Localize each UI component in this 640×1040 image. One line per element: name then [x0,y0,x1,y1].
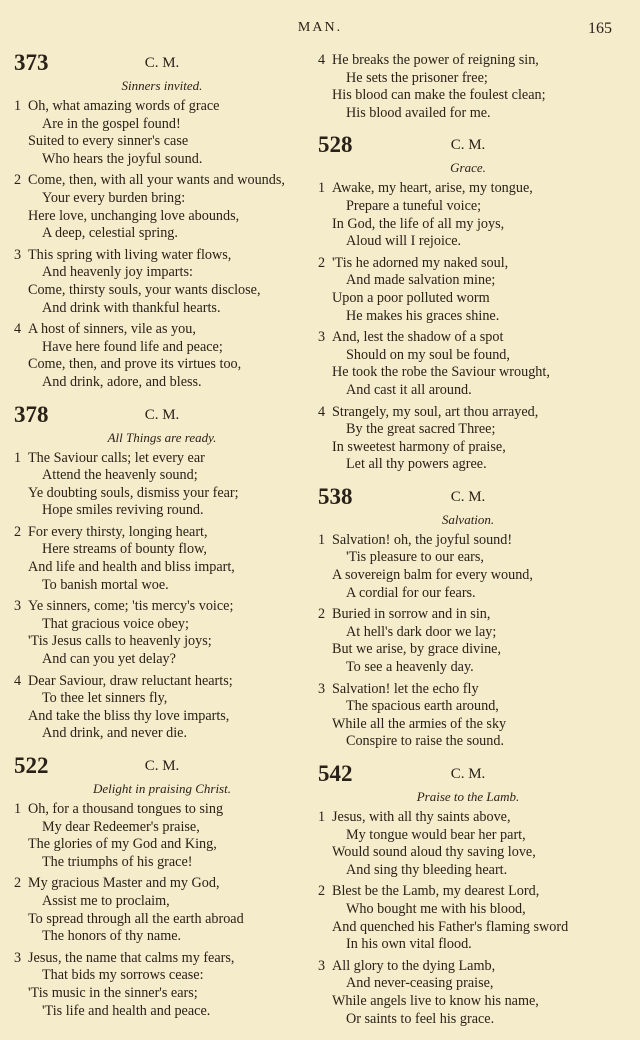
verse-text: Suited to every sinner's case [28,133,189,150]
verse-text: And cast it all around. [346,381,472,398]
verse-text: Here love, unchanging love abounds, [28,207,240,224]
stanza [14,875,310,945]
stanza-number: 1 [318,531,326,548]
verse-line [14,116,310,134]
stanza-number: 4 [14,672,22,689]
hymn-continuation [318,52,618,122]
stanza-number: 1 [318,180,326,197]
verse-line [14,450,310,468]
verse-text: He sets the prisoner free; [346,69,488,86]
verse-text: His blood can make the foulest clean; [332,87,546,104]
verse-text: 'Tis life and health and peace. [42,1002,211,1019]
verse-text: Oh, what amazing words of grace [28,98,220,114]
verse-line [318,809,618,827]
stanza [318,883,618,953]
verse-text: While angels live to know his name, [332,992,539,1009]
verse-line [318,624,618,642]
stanza [14,598,310,668]
verse-text: All glory to the dying Lamb, [332,957,496,974]
verse-line [14,264,310,282]
verse-text: Assist me to proclaim, [42,892,170,909]
verse-text: Who hears the joyful sound. [42,150,203,167]
verse-text: A cordial for our fears. [346,584,476,601]
verse-line [318,329,618,347]
verse-line [14,836,310,854]
verse-text: Prepare a tuneful voice; [346,197,482,214]
verse-text: My dear Redeemer's praise, [42,818,200,835]
stanza [318,606,618,676]
verse-text: Salvation! let the echo fly [332,680,479,697]
verse-text: My tongue would bear her part, [346,826,526,843]
verse-line [14,819,310,837]
verse-line [318,532,618,550]
stanza-number: 4 [318,52,326,68]
verse-line [318,180,618,198]
verse-line [318,827,618,845]
verse-text: The honors of thy name. [42,928,182,945]
hymn-meter: C. M. [450,766,486,782]
stanza [318,180,618,250]
verse-text: Conspire to raise the sound. [346,733,505,750]
hymn-meter: C. M. [450,488,486,505]
verse-text: Come, thirsty souls, your wants disclose, [28,281,261,298]
hymn-heading [318,763,618,789]
stanza [318,404,618,474]
verse-text: Salvation! oh, the joyful sound! [332,531,513,548]
verse-line [14,967,310,985]
verse-text: Aloud will I rejoice. [346,233,462,250]
verse-line [14,598,310,616]
hymn-subject: Praise to the Lamb. [416,789,520,804]
verse-text: The Saviour calls; let every ear [28,449,205,466]
stanza [318,329,618,399]
hymn-subject: Delight in praising Christ. [93,781,231,796]
verse-text: 'Tis he adorned my naked soul, [332,254,509,271]
verse-line [14,985,310,1003]
verse-line [318,347,618,365]
stanza-number: 3 [14,598,22,615]
stanza [318,809,618,879]
verse-text: And drink, and never die. [42,725,187,742]
stanza [318,681,618,751]
verse-line [14,190,310,208]
stanza [14,247,310,317]
verse-line [318,233,618,251]
verse-line [318,698,618,716]
verse-line [318,290,618,308]
verse-text: Your every burden bring: [42,189,186,206]
stanza [14,524,310,594]
verse-line [14,208,310,226]
stanza-number: 4 [14,321,22,338]
stanza-number: 2 [14,875,22,892]
verse-line [14,247,310,265]
verse-line [14,1003,310,1021]
verse-line [14,98,310,116]
stanza-number: 3 [318,957,326,974]
left-column [14,52,310,1032]
stanza [14,98,310,168]
hymn-heading [318,483,618,512]
verse-text: A sovereign balm for every wound, [332,567,533,584]
verse-line [318,308,618,326]
stanza [318,958,618,1028]
verse-line [14,374,310,392]
verse-text: That gracious voice obey; [42,615,189,632]
verse-line [318,70,618,88]
hymn-meter: C. M. [144,758,180,774]
running-title: MAN. [297,20,343,35]
verse-text: To thee let sinners fly, [42,690,168,707]
hymn-number: 528 [318,132,353,158]
verse-text: And drink, adore, and bless. [42,373,202,390]
verse-text: The spacious earth around, [346,698,499,715]
hymn-subject: All Things are ready. [107,429,217,445]
verse-line [14,928,310,946]
verse-text: He took the robe the Saviour wrought, [332,364,550,381]
stanza-number: 4 [318,403,326,420]
hymn-number: 373 [14,50,49,75]
verse-text: Or saints to feel his grace. [346,1010,495,1027]
stanza [318,532,618,602]
verse-line [318,993,618,1011]
verse-text: Strangely, my soul, art thou arrayed, [332,403,539,420]
verse-text: And sing thy bleeding heart. [346,861,508,878]
verse-line [318,901,618,919]
verse-text: Should on my soul be found, [346,346,510,363]
hymn-number: 538 [318,483,353,509]
verse-text: At hell's dark door we lay; [346,623,497,640]
verse-text: Have here found life and peace; [42,338,223,355]
verse-text: Come, then, and prove its virtues too, [28,356,242,373]
verse-line [14,559,310,577]
hymn-number: 542 [318,761,353,786]
verse-text: Awake, my heart, arise, my tongue, [332,180,533,197]
verse-line [318,606,618,624]
verse-line [318,936,618,954]
verse-text: To spread through all the earth abroad [28,910,244,927]
verse-line [318,844,618,862]
verse-text: And, lest the shadow of a spot [332,329,504,346]
verse-line [318,549,618,567]
verse-text: 'Tis pleasure to our ears, [346,549,484,566]
verse-line [14,502,310,520]
verse-line [14,725,310,743]
verse-line [14,911,310,929]
verse-text: In God, the life of all my joys, [332,215,505,232]
verse-text: Hope smiles reviving round. [42,502,204,519]
verse-line [318,862,618,880]
verse-text: Here streams of bounty flow, [42,541,207,558]
verse-line [14,151,310,169]
verse-line [14,356,310,374]
verse-line [318,272,618,290]
verse-text: The triumphs of his grace! [42,853,193,870]
verse-line [318,716,618,734]
hymn-meter: C. M. [144,406,180,423]
verse-line [318,681,618,699]
verse-text: And take the bliss thy love imparts, [28,707,230,724]
hymn-subject: Grace. [450,160,486,176]
verse-text: Oh, for a thousand tongues to sing [28,801,224,817]
hymn [14,755,310,1020]
stanza [318,52,618,122]
verse-line [14,282,310,300]
stanza-number: 1 [318,809,326,825]
stanza-number: 2 [14,523,22,540]
verse-line [318,439,618,457]
verse-text: Ye doubting souls, dismiss your fear; [28,484,239,501]
verse-line [14,673,310,691]
verse-text: And heavenly joy imparts: [42,264,193,281]
right-column [318,52,618,1040]
verse-line [318,421,618,439]
verse-text: Let all thy powers agree. [346,456,487,473]
page-number: 165 [588,20,612,37]
stanza [14,321,310,391]
verse-text: To banish mortal woe. [42,576,169,593]
stanza-number: 3 [14,949,22,966]
stanza-number: 2 [318,606,326,623]
stanza [318,255,618,325]
verse-text: A deep, celestial spring. [42,225,178,242]
verse-text: And drink with thankful hearts. [42,299,221,316]
verse-line [14,651,310,669]
verse-line [318,975,618,993]
stanza-number: 1 [14,801,22,817]
stanza-number: 1 [14,98,22,114]
hymn [318,483,618,751]
verse-text: And life and health and bliss impart, [28,559,235,576]
hymn-heading [318,134,618,160]
verse-line [14,633,310,651]
stanza [14,172,310,242]
verse-text: Jesus, the name that calms my fears, [28,949,235,966]
verse-line [318,52,618,70]
verse-text: 'Tis music in the sinner's ears; [28,984,198,1001]
hymn-meter: C. M. [450,137,486,154]
verse-line [14,541,310,559]
verse-line [318,216,618,234]
verse-text: While all the armies of the sky [332,715,507,732]
hymn-meter: C. M. [144,55,180,71]
verse-text: For every thirsty, longing heart, [28,523,208,540]
hymn-heading [14,52,310,78]
hymn [14,401,310,744]
verse-text: But we arise, by grace divine, [332,641,502,658]
verse-text: Who bought me with his blood, [346,900,526,917]
hymn-subject: Salvation. [441,511,495,527]
verse-line [14,854,310,872]
verse-line [14,467,310,485]
stanza [14,450,310,520]
verse-line [318,733,618,751]
verse-line [14,875,310,893]
page-header [0,20,640,40]
verse-text: My gracious Master and my God, [28,875,220,892]
verse-text: Buried in sorrow and in sin, [332,606,491,623]
verse-line [14,339,310,357]
verse-line [14,616,310,634]
verse-line [318,1011,618,1029]
hymn-number: 522 [14,753,49,778]
verse-text: Are in the gospel found! [42,115,181,132]
verse-line [14,321,310,339]
verse-line [318,585,618,603]
verse-line [318,382,618,400]
verse-line [14,801,310,819]
stanza-number: 2 [318,254,326,271]
stanza-number: 3 [318,329,326,346]
hymn-number: 378 [14,401,49,427]
stanza-number: 2 [14,172,22,189]
verse-line [14,524,310,542]
verse-line [14,225,310,243]
verse-text: And can you yet delay? [42,651,176,668]
verse-line [14,133,310,151]
verse-text: To see a heavenly day. [346,659,474,676]
hymn [318,763,618,1028]
verse-line [14,485,310,503]
stanza [14,950,310,1020]
verse-text: Ye sinners, come; 'tis mercy's voice; [28,598,234,615]
verse-text: He makes his graces shine. [346,307,500,324]
hymn-heading [14,401,310,430]
stanza-number: 3 [14,246,22,263]
verse-line [318,198,618,216]
verse-line [318,105,618,123]
stanza-number: 3 [318,680,326,697]
verse-text: His blood availed for me. [346,104,491,121]
stanza [14,801,310,871]
verse-text: In sweetest harmony of praise, [332,438,506,455]
verse-text: And never-ceasing praise, [346,975,494,992]
verse-text: In his own vital flood. [346,936,472,953]
verse-line [14,690,310,708]
verse-text: Dear Saviour, draw reluctant hearts; [28,672,233,689]
verse-text: Jesus, with all thy saints above, [332,809,511,825]
verse-text: Attend the heavenly sound; [42,467,198,484]
verse-line [14,708,310,726]
verse-line [318,456,618,474]
verse-text: This spring with living water flows, [28,246,232,263]
verse-line [318,87,618,105]
verse-line [14,172,310,190]
verse-text: He breaks the power of reigning sin, [332,52,539,68]
verse-text: And made salvation mine; [346,272,496,289]
verse-text: And quenched his Father's flaming sword [332,918,569,935]
verse-line [318,883,618,901]
verse-line [318,641,618,659]
verse-line [318,255,618,273]
verse-text: A host of sinners, vile as you, [28,321,196,338]
stanza [14,673,310,743]
hymn-heading [14,755,310,781]
verse-line [14,300,310,318]
verse-line [14,893,310,911]
verse-text: The glories of my God and King, [28,836,217,853]
verse-line [318,958,618,976]
stanza-number: 1 [14,449,22,466]
verse-text: Would sound aloud thy saving love, [332,844,536,861]
hymn [14,52,310,392]
stanza-number: 2 [318,883,326,900]
hymn [318,134,618,474]
verse-text: 'Tis Jesus calls to heavenly joys; [28,633,212,650]
verse-line [318,567,618,585]
verse-line [318,659,618,677]
verse-line [14,577,310,595]
verse-line [318,404,618,422]
verse-line [318,364,618,382]
verse-text: Blest be the Lamb, my dearest Lord, [332,883,540,900]
verse-line [318,919,618,937]
hymn-subject: Sinners invited. [121,78,203,93]
verse-text: By the great sacred Three; [346,421,496,438]
verse-text: Upon a poor polluted worm [332,289,490,306]
verse-text: That bids my sorrows cease: [42,967,204,984]
verse-text: Come, then, with all your wants and wounds, [28,172,285,189]
